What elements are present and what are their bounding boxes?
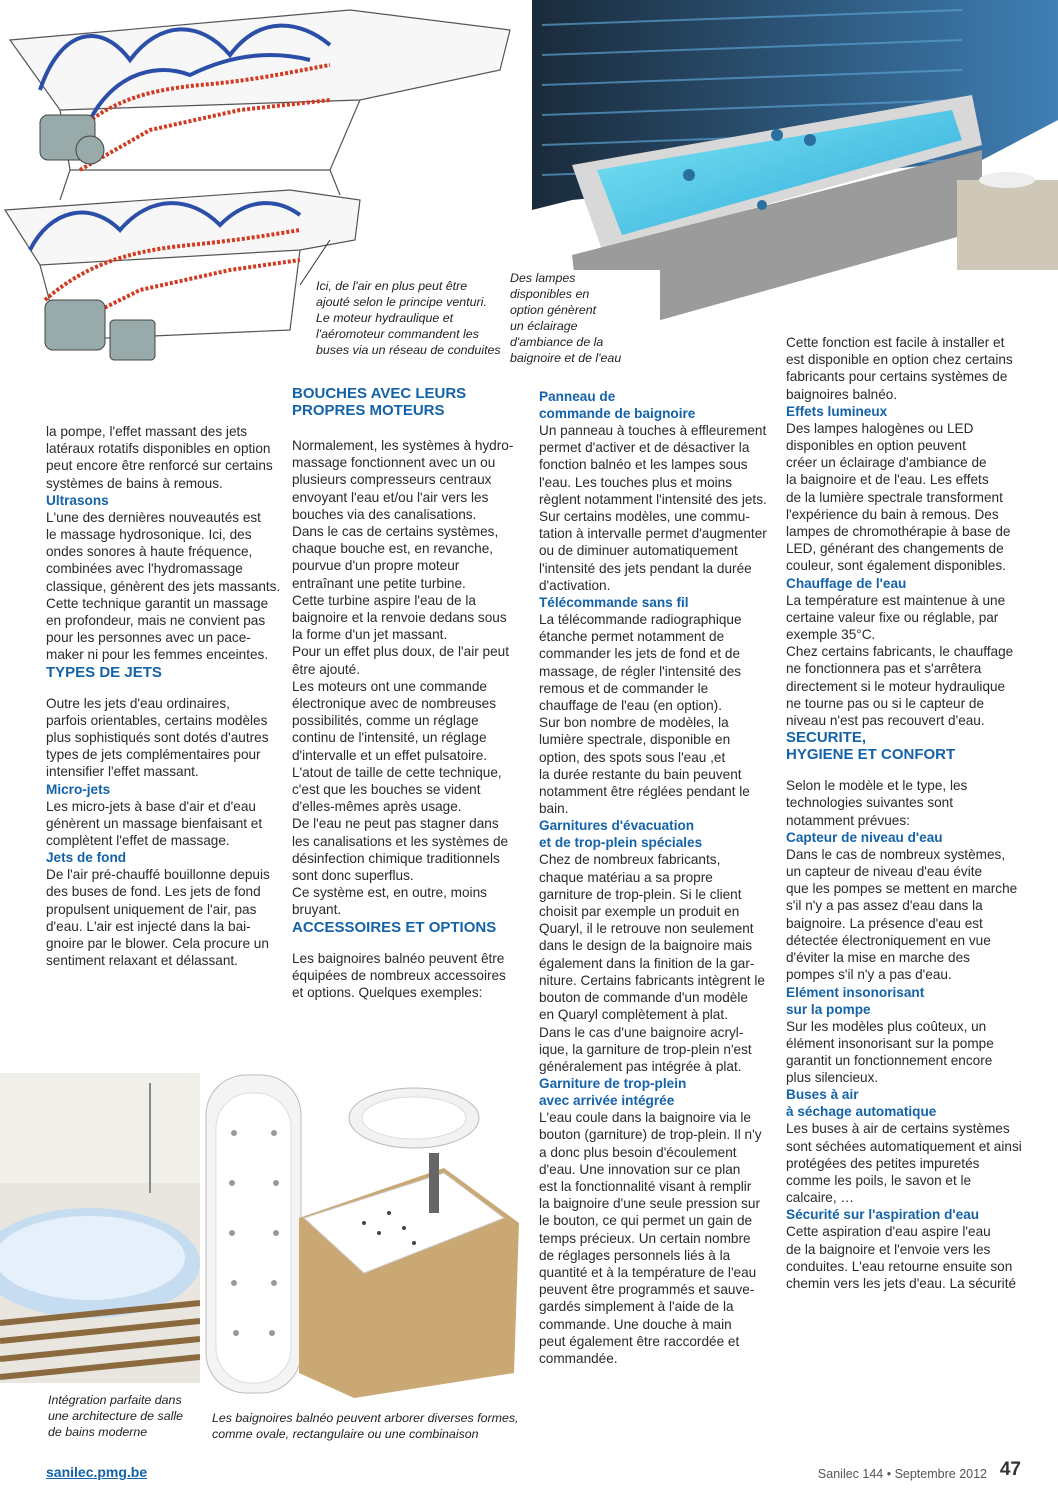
text-line: remous et de commander le bbox=[539, 680, 709, 696]
text-line: option, des spots sous l'eau ,et bbox=[539, 749, 726, 765]
text-line: garniture de trop-plein. Si le client bbox=[539, 886, 742, 902]
text-line: plusieurs compresseurs centraux bbox=[292, 472, 492, 488]
text-line: intensifier l'effet massant. bbox=[46, 764, 199, 780]
caption-line: option génèrent bbox=[510, 303, 597, 317]
text-line: l'intensité des jets pendant la durée bbox=[539, 560, 752, 576]
text-line: électronique avec de nombreuses bbox=[292, 696, 497, 712]
text-line: La télécommande radiographique bbox=[539, 612, 742, 628]
text-line: systèmes de bains à remous. bbox=[46, 475, 223, 491]
text-line: massage, de régler l'intensité des bbox=[539, 663, 742, 679]
caption-line: Intégration parfaite dans bbox=[48, 1393, 182, 1407]
text-line: Sur les modèles plus coûteux, un bbox=[786, 1018, 987, 1034]
text-line: pourvue d'un propre moteur bbox=[292, 558, 460, 574]
heading-types-de-jets: TYPES DE JETS bbox=[46, 663, 162, 681]
caption-shapes bbox=[212, 1410, 532, 1442]
text-line: d'éviter la mise en marche des bbox=[786, 950, 970, 966]
text-line: massage fonctionnent avec un ou bbox=[292, 455, 496, 471]
text-line: Cette turbine aspire l'eau de la bbox=[292, 592, 476, 608]
text-line: créer un éclairage d'ambiance de bbox=[786, 455, 987, 471]
heading-garnitures bbox=[539, 817, 771, 851]
heading-micro-jets: Micro-jets bbox=[46, 781, 111, 797]
text-line: bouches via des canalisations. bbox=[292, 506, 477, 522]
text-line: Sur bon nombre de modèles, la bbox=[539, 715, 729, 731]
text-line: temps précieux. Un certain nombre bbox=[539, 1230, 751, 1246]
paragraph-trop-plein bbox=[539, 1109, 771, 1367]
text-line: élément insonorisant sur la pompe bbox=[786, 1035, 994, 1051]
text-line: certaine valeur fixe ou réglable, par bbox=[786, 609, 999, 625]
caption-lamps bbox=[510, 270, 660, 366]
text-line: Sur certains modèles, une commu- bbox=[539, 509, 750, 525]
paragraph-panneau bbox=[539, 422, 771, 594]
text-line: d'eau. L'air est injecté dans la bai- bbox=[46, 918, 251, 934]
heading-line: Garniture de trop-plein bbox=[539, 1076, 687, 1092]
text-line: niveau n'est pas recouvert d'eau. bbox=[786, 713, 985, 729]
text-line: être ajouté. bbox=[292, 661, 361, 677]
text-line: L'eau coule dans la baignoire via le bbox=[539, 1110, 751, 1126]
text-line: d'intervalle et un effet pulsatoire. bbox=[292, 747, 488, 763]
paragraph-types bbox=[46, 695, 281, 781]
text-line: gardés simplement à l'aide de la bbox=[539, 1299, 734, 1315]
text-line: chemin vers les jets d'eau. La sécurité bbox=[786, 1275, 1017, 1291]
column-1 bbox=[46, 423, 281, 969]
text-line: de la lumière spectrale transforment bbox=[786, 489, 1003, 505]
text-line: types de jets complémentaires pour bbox=[46, 747, 261, 763]
text-line: plus sophistiqués sont dotés d'autres bbox=[46, 730, 269, 746]
bath-shapes-photo bbox=[204, 1073, 519, 1398]
paragraph-accessoires bbox=[292, 950, 522, 1002]
text-line: équipées de nombreux accessoires bbox=[292, 967, 506, 983]
text-line: maker ni pour les femmes enceintes. bbox=[46, 647, 269, 663]
text-line: La température est maintenue à une bbox=[786, 592, 1006, 608]
text-line: pompes s'il n'y a pas d'eau. bbox=[786, 967, 952, 983]
paragraph-fond bbox=[46, 866, 281, 969]
text-line: ne tourne pas ou si le capteur de bbox=[786, 695, 984, 711]
text-line: détectée électroniquement en vue bbox=[786, 932, 991, 948]
text-line: Selon le modèle et le type, les bbox=[786, 778, 968, 794]
footer-issue: Sanilec 144 • Septembre 2012 bbox=[817, 1467, 987, 1481]
heading-accessoires: ACCESSOIRES ET OPTIONS bbox=[292, 918, 497, 936]
heading-line: BOUCHES AVEC LEURS bbox=[292, 385, 467, 402]
paragraph-micro bbox=[46, 798, 281, 850]
heading-jets-de-fond: Jets de fond bbox=[46, 850, 127, 866]
text-line: gnoire par le blower. Cela procure un bbox=[46, 936, 269, 952]
text-line: niture. Certains fabricants intègrent le bbox=[539, 972, 765, 988]
paragraph-ultrasons bbox=[46, 509, 281, 664]
text-line: entraînant une petite turbine. bbox=[292, 575, 466, 591]
text-line: sont donc superflus. bbox=[292, 868, 414, 884]
caption-venturi bbox=[316, 278, 516, 358]
caption-line: disponibles en bbox=[510, 287, 590, 301]
text-line: des buses de fond. Les jets de fond bbox=[46, 884, 261, 900]
column-2 bbox=[292, 385, 522, 1001]
text-line: conduites. L'eau retourne ensuite son bbox=[786, 1258, 1013, 1274]
text-line: lampes de chromothérapie à base de bbox=[786, 524, 1011, 540]
text-line: commande. Une douche à main bbox=[539, 1316, 732, 1332]
text-line: combinées avec l'hydromassage bbox=[46, 561, 243, 577]
heading-line: commande de baignoire bbox=[539, 406, 696, 421]
text-line: la baignoire et de l'eau. Les effets bbox=[786, 472, 989, 488]
text-line: directement si le moteur hydraulique bbox=[786, 678, 1006, 694]
heading-capteur: Capteur de niveau d'eau bbox=[786, 829, 943, 845]
text-line: a donc plus besoin d'écoulement bbox=[539, 1144, 737, 1160]
text-line: technologies suivantes sont bbox=[786, 795, 954, 811]
text-line: comme les poils, le savon et le bbox=[786, 1172, 972, 1188]
caption-line: buses via un réseau de conduites bbox=[316, 343, 501, 357]
paragraph-telecommande bbox=[539, 611, 771, 817]
text-line: fonction balnéo et les lampes sous bbox=[539, 457, 748, 473]
text-line: classique, génèrent des jets massants. bbox=[46, 578, 281, 594]
caption-line: Le moteur hydraulique et bbox=[316, 311, 454, 325]
heading-line: avec arrivée intégrée bbox=[539, 1093, 675, 1109]
caption-line: de bains moderne bbox=[48, 1425, 148, 1439]
text-line: de la baignoire et l'envoie vers les bbox=[786, 1241, 991, 1257]
text-line: la durée restante du bain peuvent bbox=[539, 766, 742, 782]
text-line: Dans le cas de nombreux systèmes, bbox=[786, 846, 1006, 862]
caption-line: Les baignoires balnéo peuvent arborer diverses formes, bbox=[212, 1411, 519, 1425]
text-line: sentiment relaxant et délassant. bbox=[46, 953, 238, 969]
text-line: bouton de commande d'un modèle bbox=[539, 990, 748, 1006]
text-line: fabricants pour certains systèmes de bbox=[786, 369, 1008, 385]
text-line: L'atout de taille de cette technique, bbox=[292, 764, 502, 780]
heading-aspiration: Sécurité sur l'aspiration d'eau bbox=[786, 1207, 980, 1223]
text-line: commandée. bbox=[539, 1350, 618, 1366]
text-line: notamment prévues: bbox=[786, 812, 910, 828]
text-line: la pompe, l'effet massant des jets bbox=[46, 424, 248, 439]
text-line: Chez certains fabricants, le chauffage bbox=[786, 644, 1014, 660]
heading-line: HYGIENE ET CONFORT bbox=[786, 746, 956, 764]
text-line: étanche permet notamment de bbox=[539, 629, 725, 645]
heading-insonorisant bbox=[786, 984, 1026, 1018]
text-line: lumière spectrale, disponible en bbox=[539, 732, 731, 748]
text-line: Cette aspiration d'eau aspire l'eau bbox=[786, 1224, 991, 1240]
text-line: génèrent un massage bienfaisant et bbox=[46, 815, 263, 831]
text-line: en profondeur, mais ne convient pas bbox=[46, 613, 266, 629]
text-line: chaque bouche est, en revanche, bbox=[292, 541, 494, 557]
paragraph-chauffage bbox=[786, 592, 1026, 730]
text-line: désinfection chimique traditionnels bbox=[292, 850, 500, 866]
text-line: Cette fonction est facile à installer et bbox=[786, 335, 1005, 350]
text-line: d'elles-mêmes après usage. bbox=[292, 799, 462, 815]
page-number: 47 bbox=[999, 1459, 1021, 1480]
heading-line: Elément insonorisant bbox=[786, 984, 925, 1000]
caption-line: une architecture de salle bbox=[48, 1409, 184, 1423]
text-line: Pour un effet plus doux, de l'air peut bbox=[292, 644, 509, 660]
caption-line: d'ambiance de la bbox=[510, 335, 604, 349]
text-line: généralement pas intégrée à plat. bbox=[539, 1058, 742, 1074]
text-line: que les pompes se mettent en marche bbox=[786, 881, 1018, 897]
heading-line: à séchage automatique bbox=[786, 1104, 937, 1120]
heading-securite bbox=[786, 729, 1026, 763]
text-line: dans le design de la baignoire mais bbox=[539, 938, 753, 954]
text-line: d'eau. Une innovation sur ce plan bbox=[539, 1161, 741, 1177]
footer-url-link[interactable]: sanilec.pmg.be bbox=[46, 1464, 148, 1480]
heading-line: SECURITE, bbox=[786, 729, 867, 747]
column-3 bbox=[539, 388, 771, 1367]
text-line: complètent l'effet de massage. bbox=[46, 833, 230, 849]
text-line: LED, générant des changements de bbox=[786, 541, 1004, 557]
intro-paragraph bbox=[786, 334, 1026, 403]
caption-line: l'aéromoteur commandent les bbox=[316, 327, 479, 341]
text-line: ou de diminuer automatiquement bbox=[539, 543, 738, 559]
text-line: de réglages personnels liés à la bbox=[539, 1247, 731, 1263]
text-line: De l'eau ne peut pas stagner dans bbox=[292, 816, 499, 832]
text-line: c'est que les bouches se vident bbox=[292, 782, 481, 798]
text-line: couleur, sont également disponibles. bbox=[786, 558, 1006, 574]
text-line: permet d'activer et de désactiver la bbox=[539, 440, 750, 456]
text-line: bain. bbox=[539, 801, 569, 817]
text-line: les canalisations et les systèmes de bbox=[292, 833, 509, 849]
caption-line: un éclairage bbox=[510, 319, 578, 333]
text-line: tation à intervalle permet d'augmenter bbox=[539, 526, 767, 542]
text-line: d'activation. bbox=[539, 577, 611, 593]
heading-buses bbox=[786, 1086, 1026, 1120]
text-line: règlent notamment l'intensité des jets. bbox=[539, 491, 767, 507]
text-line: Des lampes halogènes ou LED bbox=[786, 420, 974, 436]
text-line: Les baignoires balnéo peuvent être bbox=[292, 950, 505, 966]
lower-motor bbox=[45, 300, 155, 360]
paragraph-buses bbox=[786, 1120, 1026, 1206]
text-line: le massage hydrosonique. Ici, des bbox=[46, 527, 252, 543]
text-line: Ce système est, en outre, moins bbox=[292, 885, 487, 901]
text-line: Quaryl, il le retrouve non seulement bbox=[539, 921, 754, 937]
caption-line: Des lampes bbox=[510, 271, 576, 285]
text-line: ondes sonores à haute fréquence, bbox=[46, 544, 253, 560]
text-line: De l'air pré-chauffé bouillonne depuis bbox=[46, 867, 270, 883]
text-line: et options. Quelques exemples: bbox=[292, 985, 483, 1001]
text-line: Chez de nombreux fabricants, bbox=[539, 852, 721, 868]
heading-ultrasons: Ultrasons bbox=[46, 492, 109, 508]
text-line: Dans le cas d'une baignoire acryl- bbox=[539, 1024, 744, 1040]
text-line: Un panneau à touches à effleurement bbox=[539, 423, 767, 438]
heading-panneau bbox=[539, 388, 771, 422]
caption-line: Ici, de l'air en plus peut être bbox=[316, 279, 468, 293]
text-line: est disponible en option chez certains bbox=[786, 352, 1013, 368]
heading-trop-plein bbox=[539, 1075, 771, 1109]
text-line: le bouton, ce qui permet un gain de bbox=[539, 1213, 753, 1229]
paragraph-effets bbox=[786, 420, 1026, 575]
text-line: chaque matériau a sa propre bbox=[539, 869, 713, 885]
text-line: exemple 35°C. bbox=[786, 627, 876, 643]
text-line: calcaire, … bbox=[786, 1190, 854, 1206]
paragraph-capteur bbox=[786, 846, 1026, 984]
text-line: propulsent uniquement de l'air, pas bbox=[46, 901, 257, 917]
text-line: L'une des dernières nouveautés est bbox=[46, 509, 261, 525]
column-4 bbox=[786, 334, 1026, 1292]
text-line: plus silencieux. bbox=[786, 1070, 879, 1086]
text-line: latéraux rotatifs disponibles en option bbox=[46, 441, 271, 457]
text-line: Dans le cas de certains systèmes, bbox=[292, 524, 499, 540]
heading-line: Panneau de bbox=[539, 389, 616, 404]
upper-motor bbox=[40, 115, 104, 164]
heading-effets-lumineux: Effets lumineux bbox=[786, 403, 888, 419]
text-line: choisit par exemple un produit en bbox=[539, 904, 740, 920]
heading-line: PROPRES MOTEURS bbox=[292, 402, 445, 419]
text-line: peut encore être renforcé sur certains bbox=[46, 458, 273, 474]
paragraph-securite bbox=[786, 777, 1026, 829]
text-line: commander les jets de fond et de bbox=[539, 646, 740, 662]
text-line: notamment être réglées pendant le bbox=[539, 784, 750, 800]
text-line: bouton (garniture) de trop-plein. Il n'y bbox=[539, 1127, 762, 1143]
text-line: baignoires balnéo. bbox=[786, 386, 898, 402]
heading-line: sur la pompe bbox=[786, 1001, 871, 1017]
text-line: pour les personnes avec un pace- bbox=[46, 630, 251, 646]
caption-line: comme ovale, rectangulaire ou une combinaison bbox=[212, 1427, 479, 1441]
heading-telecommande: Télécommande sans fil bbox=[539, 595, 689, 611]
paragraph-garnitures bbox=[539, 851, 771, 1075]
paragraph-insonorisant bbox=[786, 1018, 1026, 1087]
text-line: continu de l'intensité, un réglage bbox=[292, 730, 487, 746]
text-line: Les micro-jets à base d'air et d'eau bbox=[46, 798, 256, 814]
footer bbox=[46, 1459, 1021, 1486]
heading-line: Garnitures d'évacuation bbox=[539, 818, 695, 834]
heading-line: et de trop-plein spéciales bbox=[539, 835, 703, 851]
text-line: en Quaryl complètement à plat. bbox=[539, 1007, 728, 1023]
text-line: baignoire. La présence d'eau est bbox=[786, 915, 983, 931]
heading-line: Buses à air bbox=[786, 1087, 859, 1103]
text-line: peuvent être programmés et sauve- bbox=[539, 1282, 755, 1298]
text-line: chauffage de l'eau (en option). bbox=[539, 698, 722, 714]
text-line: Les moteurs ont une commande bbox=[292, 678, 487, 694]
text-line: la baignoire d'une seule pression sur bbox=[539, 1196, 760, 1212]
text-line: sont séchées automatiquement et ainsi bbox=[786, 1138, 1022, 1154]
paragraph-bouches bbox=[292, 437, 522, 919]
text-line: Les buses à air de certains systèmes bbox=[786, 1121, 1010, 1137]
text-line: quantité et à la température de l'eau bbox=[539, 1264, 757, 1280]
caption-line: baignoire et de l'eau bbox=[510, 351, 622, 365]
text-line: possibilités, comme un réglage bbox=[292, 713, 479, 729]
text-line: Normalement, les systèmes à hydro- bbox=[292, 438, 514, 453]
text-line: garantit un fonctionnement encore bbox=[786, 1052, 993, 1068]
paragraph-aspiration bbox=[786, 1223, 1026, 1292]
bathroom-integration-photo bbox=[0, 1073, 200, 1383]
text-line: la forme d'un jet massant. bbox=[292, 627, 448, 643]
text-line: est la fonctionnalité visant à remplir bbox=[539, 1178, 752, 1194]
text-line: Cette technique garantit un massage bbox=[46, 595, 269, 611]
caption-integration bbox=[48, 1392, 208, 1440]
text-line: parfois orientables, certains modèles bbox=[46, 712, 268, 728]
text-line: Outre les jets d'eau ordinaires, bbox=[46, 695, 230, 711]
text-line: également dans la finition de la gar- bbox=[539, 955, 755, 971]
heading-chauffage: Chauffage de l'eau bbox=[786, 575, 907, 591]
text-line: bruyant. bbox=[292, 902, 342, 918]
heading-bouches bbox=[292, 385, 522, 419]
text-line: disponibles en option peuvent bbox=[786, 438, 966, 454]
text-line: s'il n'y a pas assez d'eau dans la bbox=[786, 898, 983, 914]
text-line: l'eau. Les touches plus et moins bbox=[539, 474, 733, 490]
text-line: baignoire et la renvoie dedans sous bbox=[292, 610, 507, 626]
text-line: un capteur de niveau d'eau évite bbox=[786, 864, 983, 880]
intro-paragraph bbox=[46, 423, 281, 492]
text-line: l'expérience du bain à remous. Des bbox=[786, 506, 999, 522]
text-line: peut également être raccordée et bbox=[539, 1333, 740, 1349]
text-line: ique, la garniture de trop-plein n'est bbox=[539, 1041, 752, 1057]
text-line: envoyant l'eau et/ou l'air vers les bbox=[292, 489, 489, 505]
text-line: ne fonctionnera pas et s'arrêtera bbox=[786, 661, 982, 677]
caption-line: ajouté selon le principe venturi. bbox=[316, 295, 487, 309]
text-line: protégées des petites impuretés bbox=[786, 1155, 980, 1171]
